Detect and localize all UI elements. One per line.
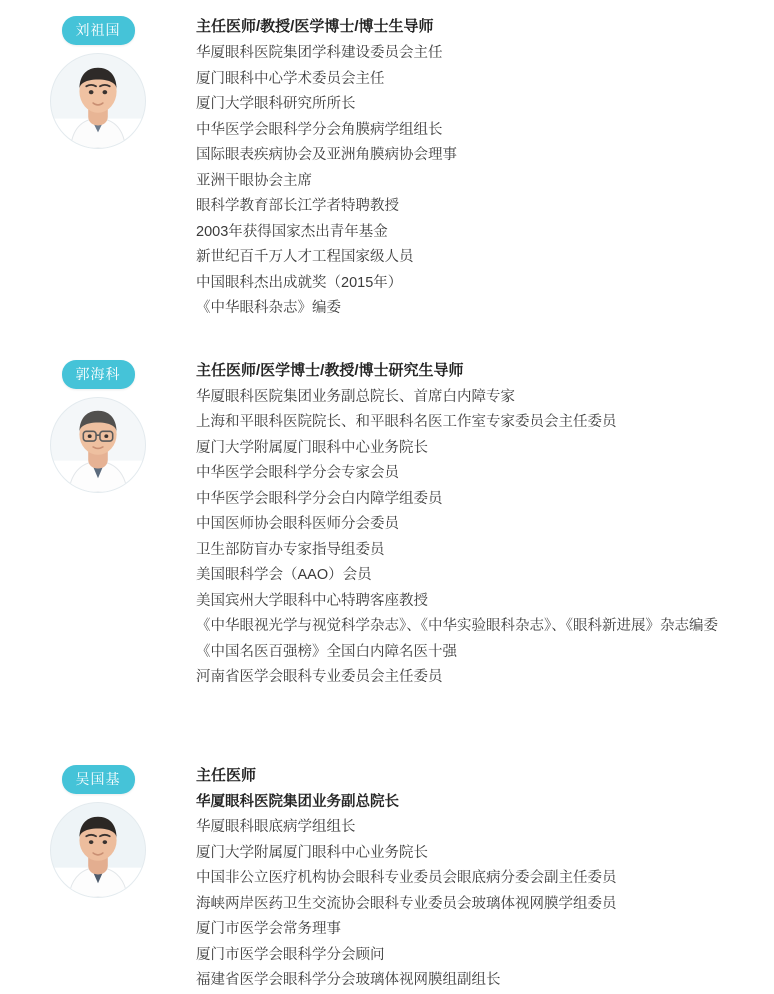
doctor-credentials — [196, 14, 774, 322]
doctor-profile — [0, 322, 774, 691]
doctor-title: 主任医师 — [196, 766, 257, 784]
credential-line: 中华医学会眼科学分会白内障学组委员 — [196, 490, 443, 507]
doctor-title: 主任医师/教授/医学博士/博士生导师 — [196, 18, 434, 35]
credential-line: 华厦眼科眼底病学组组长 — [196, 819, 356, 835]
credential-line: 中华医学会眼科学分会角膜病学组组长 — [196, 121, 443, 138]
credential-line: 中华医学会眼科学分会专家会员 — [196, 465, 399, 481]
credential-line: 厦门大学附属厦门眼科中心业务院长 — [196, 844, 428, 861]
avatar — [50, 802, 146, 898]
doctor-name-badge: 郭海科 — [62, 360, 135, 389]
credential-line: 海峡两岸医药卫生交流协会眼科专业委员会玻璃体视网膜学组委员 — [196, 895, 617, 912]
doctor-identity — [0, 763, 196, 898]
doctor-title: 主任医师/医学博士/教授/博士研究生导师 — [196, 361, 464, 379]
credential-line: 厦门大学眼科研究所所长 — [196, 96, 356, 112]
credential-line: 新世纪百千万人才工程国家级人员 — [196, 249, 414, 265]
credential-line: 中国眼科杰出成就奖（2015年） — [196, 274, 403, 291]
credential-line: 《中华眼科杂志》编委 — [196, 300, 341, 316]
credential-line: 华厦眼科医院集团业务副总院长、首席白内障专家 — [196, 388, 515, 405]
credential-line: 《中华眼视光学与视觉科学杂志》、《中华实验眼科杂志》、《眼科新进展》杂志编委 — [196, 618, 718, 634]
credential-line: 国际眼表疾病协会及亚洲角膜病协会理事 — [196, 147, 457, 163]
credential-line: 厦门市医学会常务理事 — [196, 921, 341, 937]
doctor-portrait-icon — [51, 398, 145, 492]
credential-line: 眼科学教育部长江学者特聘教授 — [196, 198, 399, 214]
credential-line: 美国宾州大学眼科中心特聘客座教授 — [196, 592, 428, 609]
credential-line: 厦门眼科中心学术委员会主任 — [196, 70, 385, 87]
credential-line: 卫生部防盲办专家指导组委员 — [196, 541, 385, 558]
doctor-portrait-icon — [51, 803, 145, 897]
credential-line: 华厦眼科医院集团业务副总院长 — [196, 793, 399, 810]
doctor-identity — [0, 14, 196, 149]
credential-line: 厦门市医学会眼科学分会顾问 — [196, 946, 385, 963]
credential-line: 美国眼科学会（AAO）会员 — [196, 567, 372, 583]
credential-line: 福建省医学会眼科学分会玻璃体视网膜组副组长 — [196, 972, 501, 988]
credential-line: 中国医师协会眼科医师分会委员 — [196, 516, 399, 532]
credential-line: 《中国名医百强榜》全国白内障名医十强 — [196, 643, 457, 660]
avatar — [50, 397, 146, 493]
doctor-portrait-icon — [51, 54, 145, 148]
credential-line: 上海和平眼科医院院长、和平眼科名医工作室专家委员会主任委员 — [196, 414, 617, 430]
credential-line: 华厦眼科医院集团学科建设委员会主任 — [196, 45, 443, 61]
doctor-profile — [0, 0, 774, 322]
credential-line: 河南省医学会眼科专业委员会主任委员 — [196, 669, 443, 685]
doctor-credentials — [196, 358, 774, 691]
doctor-credentials — [196, 763, 774, 994]
doctor-profile — [0, 691, 774, 994]
doctor-name-badge: 吴国基 — [62, 765, 135, 794]
credential-line: 中国非公立医疗机构协会眼科专业委员会眼底病分委会副主任委员 — [196, 870, 617, 886]
credential-line: 2003年获得国家杰出青年基金 — [196, 223, 388, 240]
credential-line: 亚洲干眼协会主席 — [196, 172, 312, 189]
avatar — [50, 53, 146, 149]
doctor-identity — [0, 358, 196, 493]
credential-line: 厦门大学附属厦门眼科中心业务院长 — [196, 439, 428, 456]
doctor-name-badge: 刘祖国 — [62, 16, 135, 45]
